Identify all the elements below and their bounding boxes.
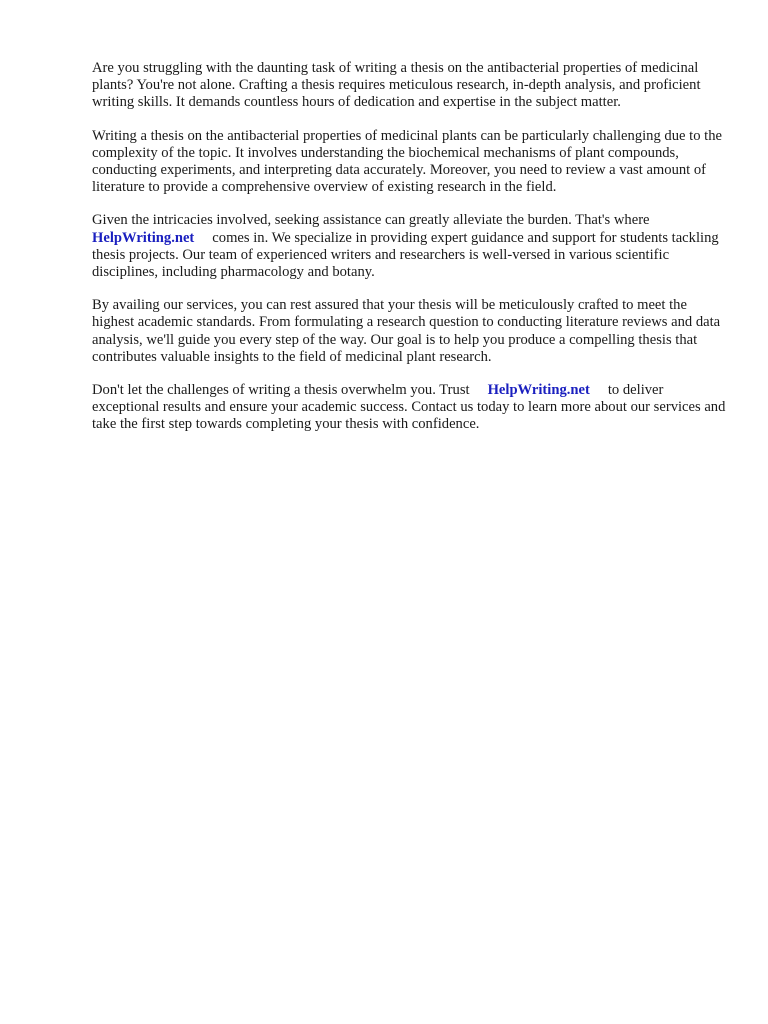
paragraph-assistance [92, 212, 732, 281]
paragraph-services: By availing our services, you can rest assured that your thesis will be meticulously crafted to meet the highest academic standards. From formulating a research question to conducting literature reviews and data analysis, we'll guide you every step of the way. Our goal is to help you produce a compelling thesis that contributes valuable insights to the field of medicinal plant research. [92, 297, 721, 365]
helpwriting-link-2[interactable]: HelpWriting.net [487, 382, 590, 399]
paragraph-call-to-action [92, 382, 732, 434]
paragraph-intro: Are you struggling with the daunting task of writing a thesis on the antibacterial properties of medicinal plants? You're not alone. Crafting a thesis requires meticulous research, in-depth analysis, and proficient writing skills. It demands countless hours of dedication and expertise in the subject matter. [92, 60, 701, 111]
paragraph-cta-lead: Don't let the challenges of writing a thesis overwhelm you. Trust [92, 382, 470, 399]
paragraph-assistance-lead: Given the intricacies involved, seeking assistance can greatly alleviate the burden. That's where [92, 212, 650, 229]
document-body [92, 60, 732, 450]
paragraph-cta-tail: to deliver exceptional results and ensure your academic success. Contact us today to learn more about our services and take the first step towards completing your thesis with confidence. [92, 382, 726, 433]
helpwriting-link-1[interactable]: HelpWriting.net [92, 229, 195, 246]
paragraph-challenges: Writing a thesis on the antibacterial properties of medicinal plants can be particularly challenging due to the complexity of the topic. It involves understanding the biochemical mechanisms of plant compounds, conducting experiments, and interpreting data accurately. Moreover, you need to review a vast amount of literature to provide a comprehensive overview of existing research in the field. [92, 127, 722, 196]
paragraph-assistance-tail: comes in. We specialize in providing expert guidance and support for students tackling thesis projects. Our team of experienced writers and researchers is well-versed in various scientific disciplines, including pharmacology and botany. [92, 229, 719, 281]
